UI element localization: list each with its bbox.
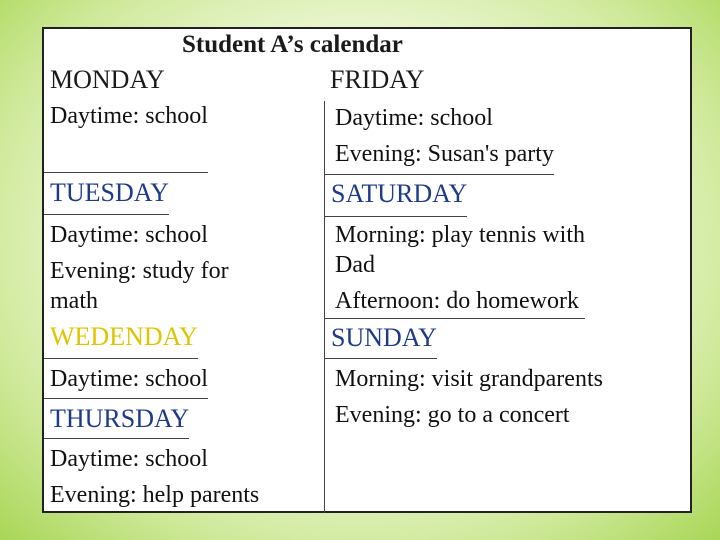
saturday-details-cell: [324, 217, 585, 319]
thursday-line-1: Daytime: school: [50, 446, 208, 472]
sunday-header-cell: [324, 319, 437, 359]
wedenday-details-cell: [44, 359, 208, 399]
sunday-details-cell: [324, 359, 603, 513]
sunday-line-1: Morning: visit grandparents: [335, 366, 603, 392]
thursday-header-cell: [44, 399, 189, 439]
saturday-header-cell: [324, 175, 467, 217]
sunday-line-2: Evening: go to a concert: [335, 402, 570, 428]
wedenday-label: WEDENDAY: [50, 322, 198, 351]
tuesday-line-2: Evening: study for: [50, 258, 229, 284]
tuesday-label: TUESDAY: [50, 178, 169, 207]
friday-label: FRIDAY: [330, 65, 425, 94]
tuesday-line-3: math: [50, 288, 98, 314]
thursday-line-2: Evening: help parents: [50, 482, 260, 508]
friday-line-2: Evening: Susan's party: [335, 141, 554, 167]
thursday-details-cell: [44, 439, 259, 513]
monday-header-cell: [44, 65, 165, 101]
calendar-table: [42, 27, 692, 513]
saturday-label: SATURDAY: [331, 179, 468, 208]
friday-header-cell: [324, 65, 424, 101]
saturday-line-3: Afternoon: do homework: [335, 288, 579, 314]
friday-line-1: Daytime: school: [335, 105, 493, 131]
saturday-line-1: Morning: play tennis with: [335, 222, 585, 248]
monday-label: MONDAY: [50, 65, 165, 94]
calendar-title: Student A’s calendar: [182, 31, 403, 58]
saturday-line-2: Dad: [335, 252, 375, 278]
wedenday-header-cell: [44, 319, 198, 359]
monday-details-cell: [44, 101, 208, 173]
tuesday-details-cell: [44, 217, 229, 321]
wedenday-line-1: Daytime: school: [50, 366, 208, 392]
thursday-label: THURSDAY: [50, 404, 190, 433]
sunday-label: SUNDAY: [331, 323, 437, 352]
tuesday-header-cell: [44, 175, 169, 215]
tuesday-line-1: Daytime: school: [50, 222, 208, 248]
monday-line-1: Daytime: school: [50, 103, 208, 129]
friday-details-cell: [324, 101, 554, 175]
